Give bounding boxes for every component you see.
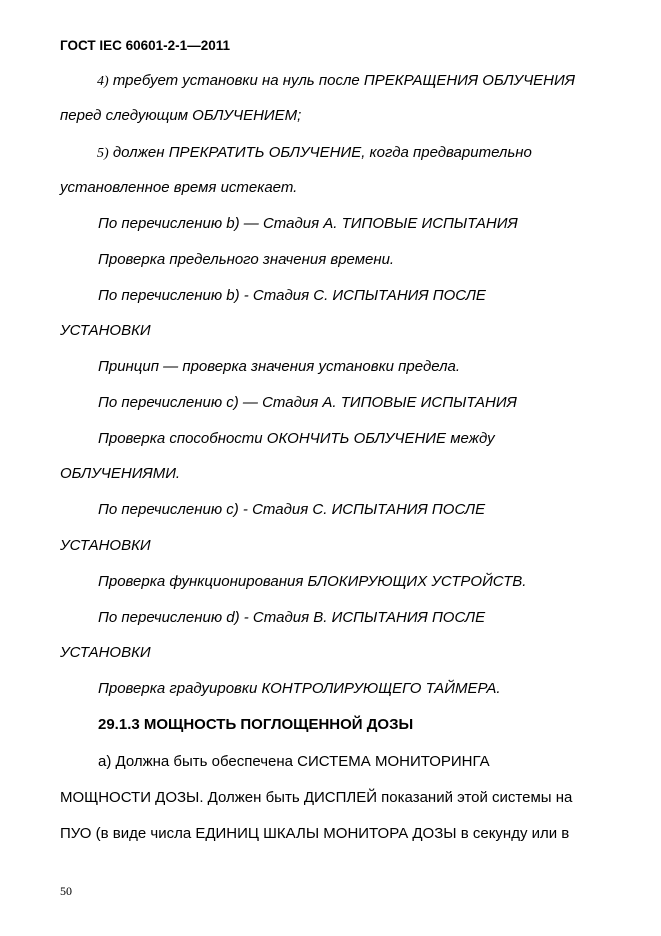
- text-line: По перечислению b) — Стадия А. ТИПОВЫЕ ИСПЫТАНИЯ: [98, 215, 518, 232]
- section-heading: 29.1.3 МОЩНОСТЬ ПОГЛОЩЕННОЙ ДОЗЫ: [98, 716, 414, 733]
- text-line: Проверка функционирования БЛОКИРУЮЩИХ УСТРОЙСТВ.: [98, 573, 527, 590]
- text-line: МОЩНОСТИ ДОЗЫ. Должен быть ДИСПЛЕЙ показаний этой системы на: [60, 789, 573, 806]
- item-number: 4): [97, 74, 109, 89]
- text-line: По перечислению d) - Стадия В. ИСПЫТАНИЯ ПОСЛЕ: [98, 609, 486, 626]
- text-line: [97, 144, 532, 163]
- text-line: Проверка градуировки КОНТРОЛИРУЮЩЕГО ТАЙМЕРА.: [98, 680, 501, 697]
- text-line: По перечислению b) - Стадия С. ИСПЫТАНИЯ ПОСЛЕ: [98, 287, 486, 304]
- text-line: а) Должна быть обеспечена СИСТЕМА МОНИТОРИНГА: [98, 753, 490, 770]
- text-line: УСТАНОВКИ: [60, 322, 151, 339]
- item-text: должен ПРЕКРАТИТЬ ОБЛУЧЕНИЕ, когда предварительно: [112, 144, 532, 161]
- text-line: По перечислению с) — Стадия А. ТИПОВЫЕ ИСПЫТАНИЯ: [98, 394, 517, 411]
- text-line: установленное время истекает.: [60, 179, 298, 196]
- page-number: 50: [60, 884, 72, 898]
- text-line: УСТАНОВКИ: [60, 537, 151, 554]
- text-line: Принцип — проверка значения установки предела.: [98, 358, 461, 375]
- text-line: ПУО (в виде числа ЕДИНИЦ ШКАЛЫ МОНИТОРА ДОЗЫ в секунду или в: [60, 825, 570, 842]
- text-line: [97, 72, 575, 91]
- text-line: Проверка способности ОКОНЧИТЬ ОБЛУЧЕНИЕ между: [98, 430, 495, 447]
- text-line: УСТАНОВКИ: [60, 644, 151, 661]
- text-line: перед следующим ОБЛУЧЕНИЕМ;: [60, 107, 302, 124]
- item-text: требует установки на нуль после ПРЕКРАЩЕНИЯ ОБЛУЧЕНИЯ: [112, 72, 575, 89]
- item-number: 5): [97, 146, 109, 161]
- document-header: ГОСТ IEC 60601-2-1—2011: [60, 38, 230, 53]
- text-line: ОБЛУЧЕНИЯМИ.: [60, 465, 181, 482]
- text-line: По перечислению с) - Стадия С. ИСПЫТАНИЯ ПОСЛЕ: [98, 501, 486, 518]
- text-line: Проверка предельного значения времени.: [98, 251, 395, 268]
